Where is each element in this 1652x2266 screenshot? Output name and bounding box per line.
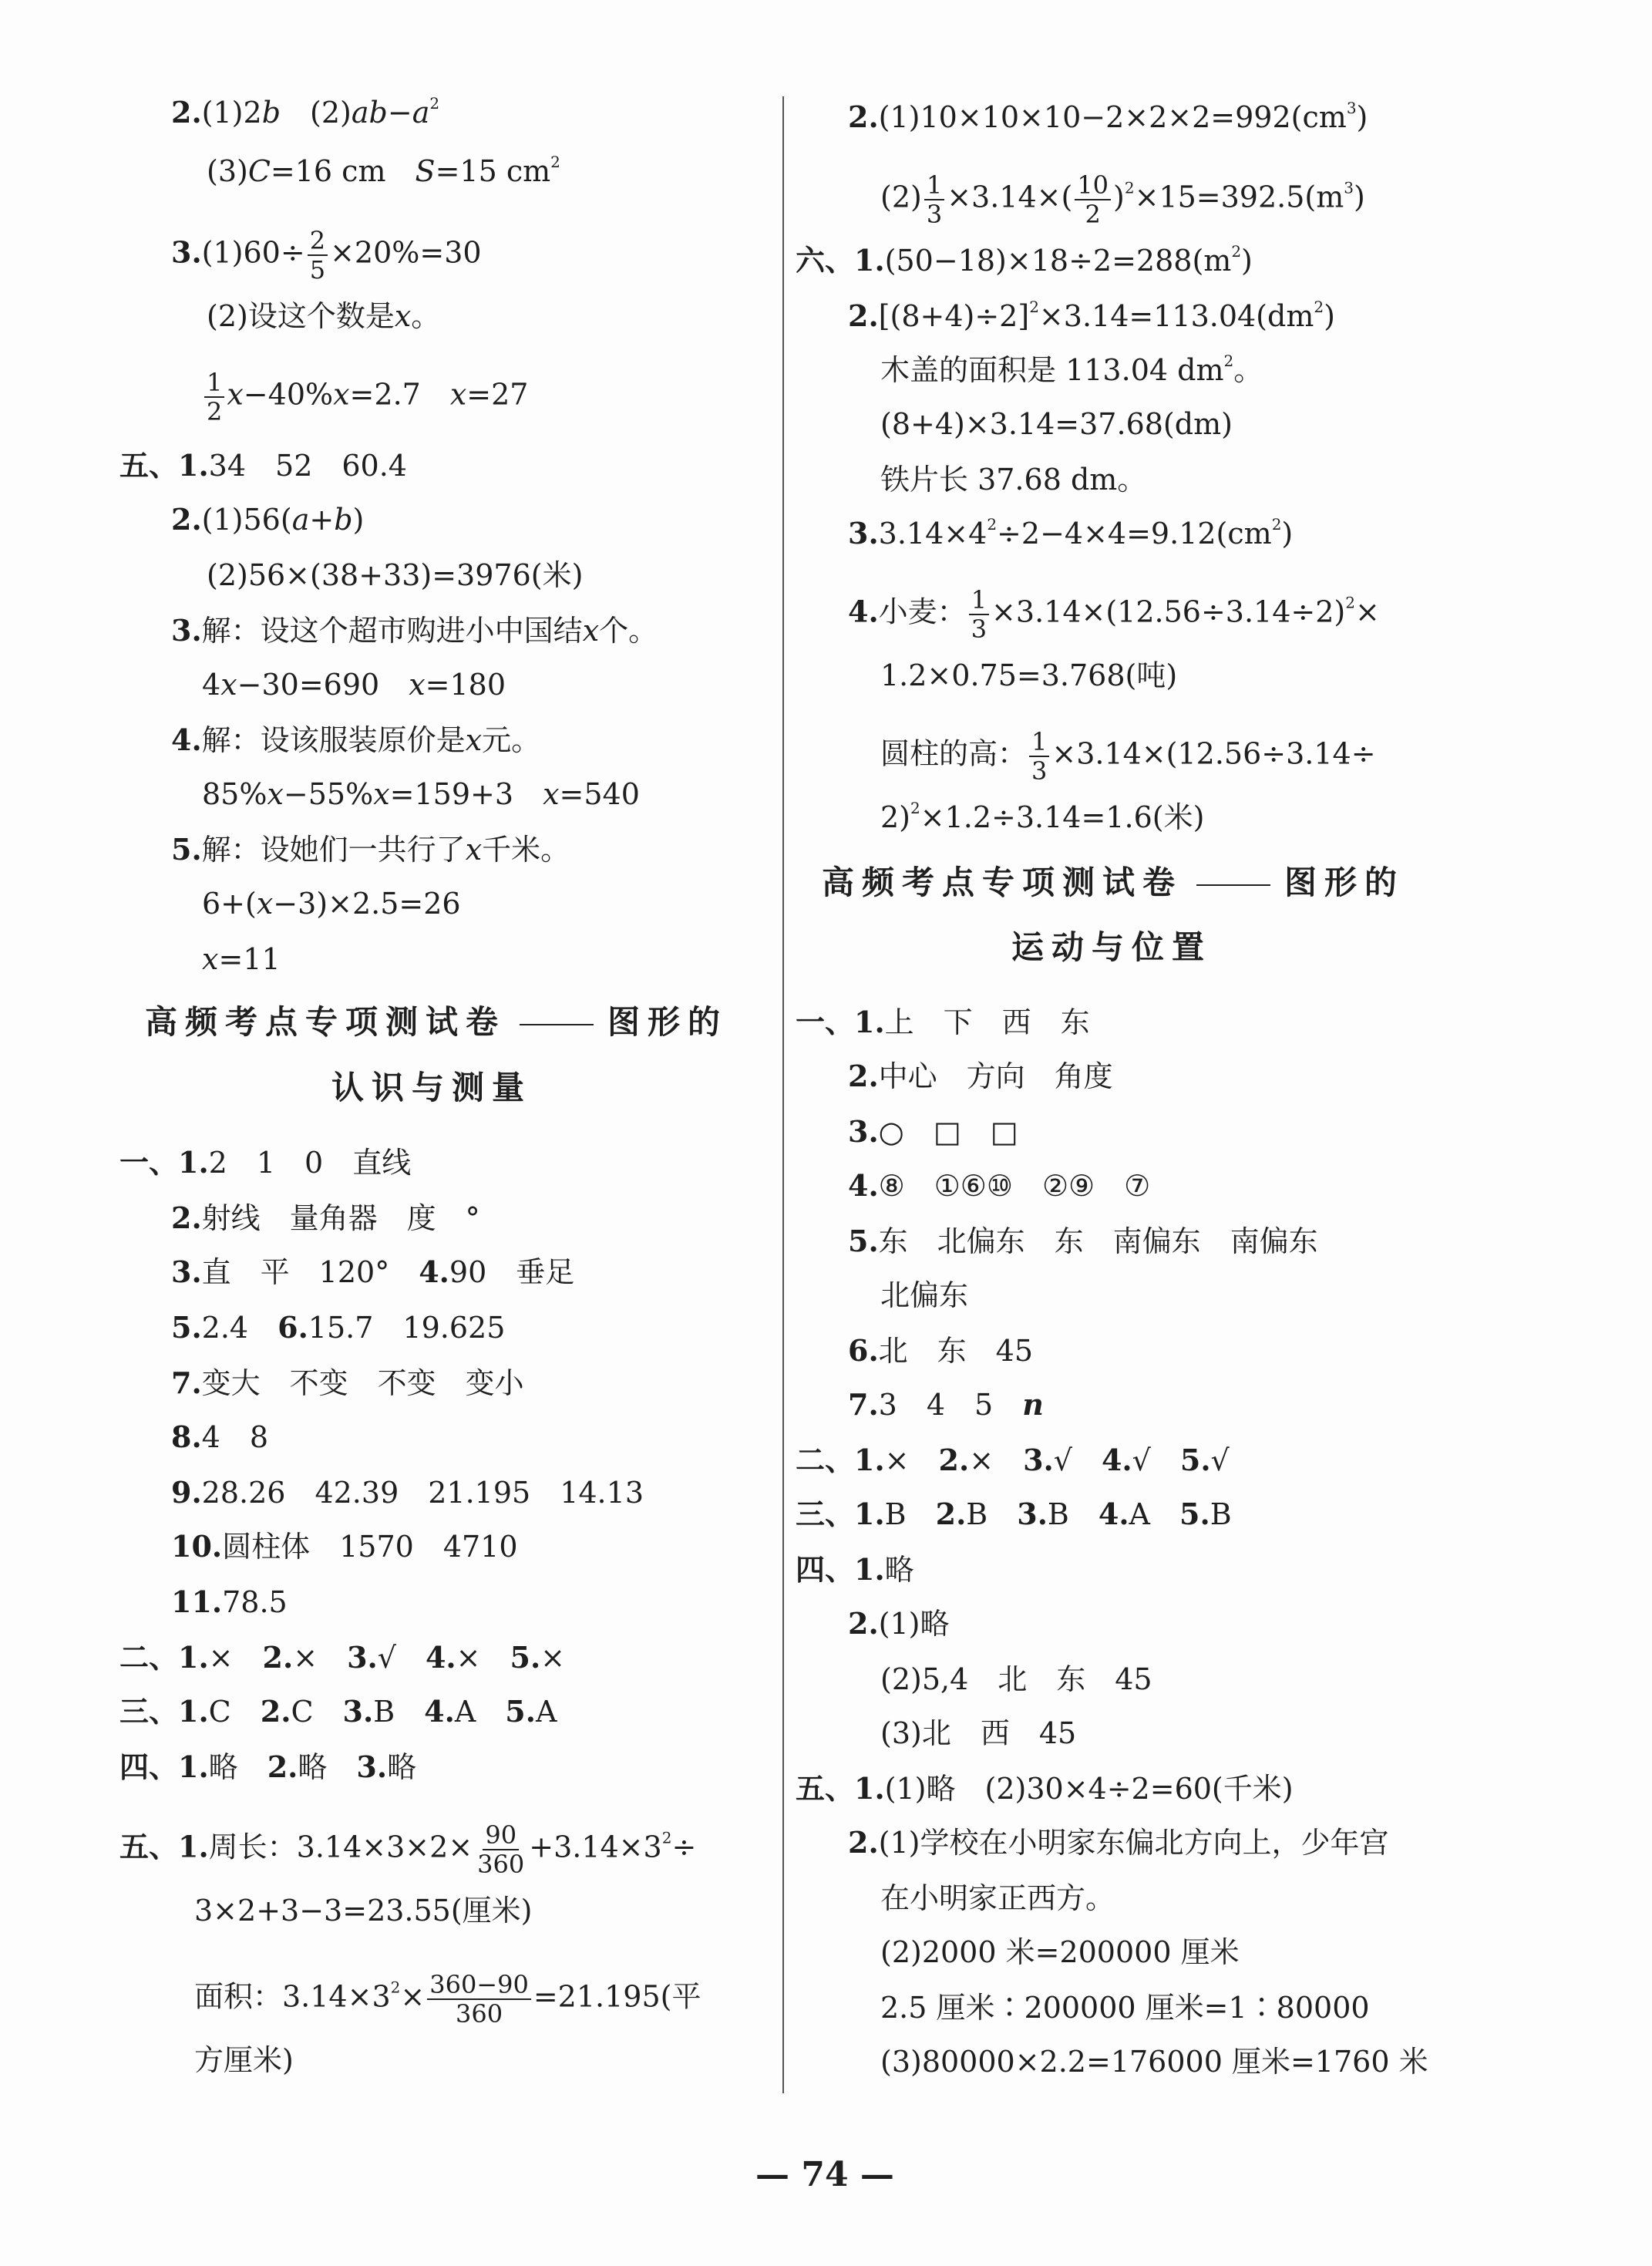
answer-line: 二、1.× 2.× 3.√ 4.× 5.× xyxy=(119,1640,566,1675)
answer-line: 四、1.略 2.略 3.略 xyxy=(119,1749,417,1784)
section-title: 高频考点专项测试卷 图形的 xyxy=(145,1003,728,1041)
answer-line: 9.28.26 42.39 21.195 14.13 xyxy=(171,1475,644,1510)
answer-line: 北偏东 xyxy=(880,1278,969,1312)
answer-line: 五、1.34 52 60.4 xyxy=(119,448,407,483)
answer-line: $\frac{1}{2}$ x−40%x=2.7 x=27 xyxy=(202,369,528,426)
answer-line: 五、1.周长：3.14×3×2× $\frac{90}{360}$ $+3.14\times 3^2\div$ xyxy=(119,1820,697,1879)
answer-line: 4.解：设该服装原价是x元。 xyxy=(171,722,541,757)
answer-line: 2)$^2$×1.2÷3.14=1.6(米) xyxy=(880,799,1205,834)
answer-line: 二、1.× 2.× 3.√ 4.√ 5.√ xyxy=(796,1443,1230,1477)
section-title: 高频考点专项测试卷 图形的 xyxy=(822,864,1405,901)
answer-line: 2.(1)56(a+b) xyxy=(171,502,365,537)
answer-line: 6+(x−3)×2.5=26 xyxy=(202,887,461,921)
answer-line: $2.(1)10\times 10\times 10-2\times 2\times 2=992(cm^3)$ xyxy=(848,99,1368,134)
answer-line: 面积：$3.14\times 3^2\times$ $\frac{360-90}{360}$ =21.195(平 xyxy=(194,1970,702,2029)
answer-line: (2)5,4 北 东 45 xyxy=(880,1662,1152,1696)
answer-line: 3.○ □ □ xyxy=(848,1114,1018,1149)
answer-line: 5.2.4 6.15.7 19.625 xyxy=(171,1310,506,1345)
answer-line: 7.变大 不变 不变 变小 xyxy=(171,1365,524,1400)
answer-line: 六、$1.(50-18)\times 18\div 2=288(m^2)$ xyxy=(796,242,1253,278)
answer-line: 4.小麦： $\frac{1}{3}$ $\times 3.14\times(12.56\div 3.14\div 2)^2\times$ xyxy=(848,585,1380,644)
answer-line: 圆柱的高： $\frac{1}{3}$ ×3.14×(12.56÷3.14÷ xyxy=(880,727,1376,786)
answer-line: 一、1.上 下 西 东 xyxy=(796,1005,1090,1039)
answer-line: 五、1.(1)略 (2)30×4÷2=60(千米) xyxy=(796,1771,1294,1806)
answer-line: $3.3.14\times 4^2\div 2-4\times 4=9.12(cm^2)$ xyxy=(848,515,1294,551)
answer-line: 3×2+3−3=23.55(厘米) xyxy=(194,1894,533,1928)
answer-line: (3)C=16 cm S=15 $cm^2$ xyxy=(207,153,560,188)
answer-line: (2)2000 米=200000 厘米 xyxy=(880,1935,1240,1969)
answer-line: (8+4)×3.14=37.68(dm) xyxy=(880,407,1233,441)
column-divider xyxy=(782,96,784,2093)
answer-line: 铁片长 37.68 dm。 xyxy=(880,463,1147,497)
fraction: $\frac{10}{2}$ xyxy=(1075,171,1111,228)
answer-line: 4.⑧ ①⑥⑩ ②⑨ ⑦ xyxy=(848,1168,1151,1203)
answer-line: 三、1.C 2.C 3.B 4.A 5.A xyxy=(119,1694,557,1729)
answer-line: 三、1.B 2.B 3.B 4.A 5.B xyxy=(796,1497,1232,1531)
answer-line: 1.2×0.75=3.768(吨) xyxy=(880,658,1178,692)
answer-line: 11.78.5 xyxy=(171,1584,288,1619)
answer-line: 6.北 东 45 xyxy=(848,1333,1034,1368)
answer-line: 85%x−55%x=159+3 x=540 xyxy=(202,777,640,811)
fraction: $\frac{360-90}{360}$ xyxy=(427,1971,531,2028)
answer-line: 3.解：设这个超市购进小中国结x个。 xyxy=(171,613,658,648)
answer-line: 5.解：设她们一共行了x千米。 xyxy=(171,832,570,867)
answer-line: x=11 xyxy=(202,942,281,976)
section-title: 认识与测量 xyxy=(331,1069,533,1106)
answer-line: 5.东 北偏东 东 南偏东 南偏东 xyxy=(848,1224,1318,1258)
fraction: $\frac{90}{360}$ xyxy=(477,1820,525,1879)
fraction: $\frac{2}{5}$ xyxy=(308,227,328,284)
section-title: 运动与位置 xyxy=(1011,928,1213,966)
answer-line: (2)设这个数是x。 xyxy=(207,299,441,333)
answer-line: 7.3 4 5 n xyxy=(848,1387,1044,1422)
answer-line: (2)56×(38+33)=3976(米) xyxy=(207,558,584,592)
fraction: $\frac{1}{3}$ xyxy=(1029,728,1049,785)
answer-line: 2.(1)2b $(2)ab-a^2$ xyxy=(171,94,440,130)
answer-line: 四、1.略 xyxy=(796,1552,914,1587)
answer-line: 3.直 平 120° 4.90 垂足 xyxy=(171,1254,575,1289)
answer-line: 2.(1)略 xyxy=(848,1606,950,1641)
answer-line: 2.5 厘米∶200000 厘米=1∶80000 xyxy=(880,1991,1370,2025)
fraction: $\frac{1}{3}$ xyxy=(924,171,944,228)
answer-line: 在小明家正西方。 xyxy=(880,1881,1115,1915)
fraction: $\frac{1}{3}$ xyxy=(969,586,989,643)
answer-line: 2.(1)学校在小明家东偏北方向上，少年宫 xyxy=(848,1825,1389,1860)
answer-line: 3.(1)60÷ $\frac{2}{5}$ ×20%=30 xyxy=(171,226,482,285)
answer-line: 8.4 8 xyxy=(171,1419,269,1454)
answer-line: 2.射线 量角器 度 ° xyxy=(171,1200,480,1235)
page-number: — 74 — xyxy=(755,2155,894,2194)
answer-line: 10.圆柱体 1570 4710 xyxy=(171,1529,518,1564)
answer-line: (3)80000×2.2=176000 厘米=1760 米 xyxy=(880,2045,1428,2079)
answer-line: 4x−30=690 x=180 xyxy=(202,668,506,702)
answer-line: $2.[(8+4)\div 2]^2\times 3.14=113.04(dm^2)$ xyxy=(848,298,1335,333)
answer-line: (2) $\frac{1}{3}$ ×3.14×( $\frac{10}{2}$ )$^2\times 15=392.5(m^3)$ xyxy=(880,170,1365,229)
fraction: $\frac{1}{2}$ xyxy=(204,369,224,426)
answer-line: 2.中心 方向 角度 xyxy=(848,1059,1113,1093)
answer-line: (3)北 西 45 xyxy=(880,1716,1077,1750)
answer-line: 方厘米) xyxy=(194,2043,294,2077)
answer-line: 木盖的面积是 113.04 $dm^2$。 xyxy=(880,352,1263,387)
answer-line: 一、1.2 1 0 直线 xyxy=(119,1145,412,1180)
